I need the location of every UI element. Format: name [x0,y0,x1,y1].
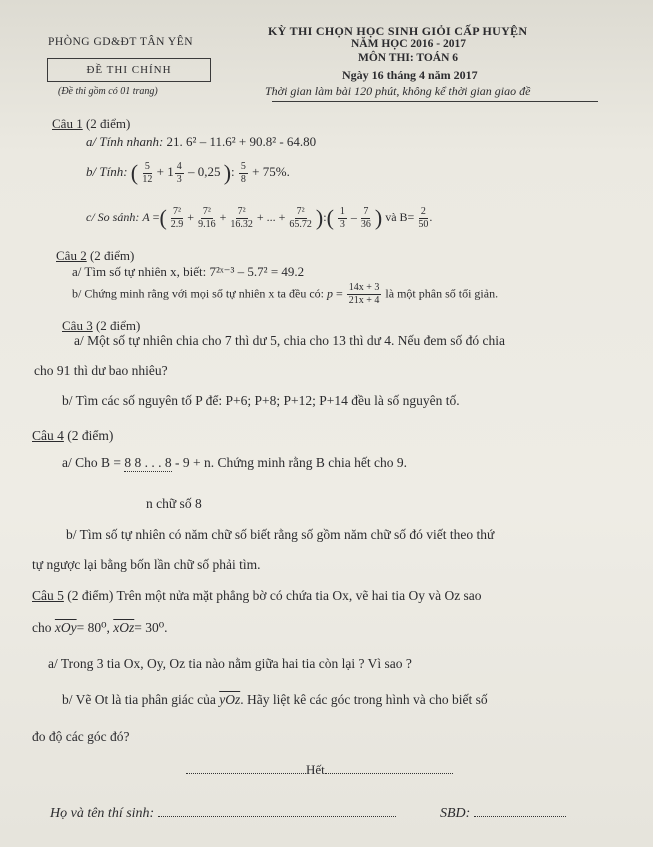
official-exam-box: ĐỀ THI CHÍNH [47,58,211,82]
q2b-tail: là một phân số tối giản. [385,286,499,301]
candidate-name-label: Họ và tên thí sinh: [50,806,155,821]
q2-points: (2 điểm) [89,248,135,263]
q1-points: (2 điểm) [85,116,131,131]
end-text: Hết [306,762,325,777]
q4-points: (2 điểm) [67,428,114,443]
q4a-prefix: a/ Cho B = [62,455,121,470]
q1b: b/ Tính: ( $\frac{5}{12}$ + 1 $\frac{4}{3}$ – 0,25 ): $\frac{5}{8}$ + 75%. [86,160,290,185]
q5-angle-xoy: $\overline{xOy}$ [54,620,77,635]
q4a [62,455,407,472]
q2a [72,264,304,280]
q5-line2 [32,620,168,636]
q2-heading [56,248,134,264]
page-count-note: (Đề thi gồm có 01 trang) [58,86,158,97]
q5b-prefix: b/ Vẽ Ot là tia phân giác của [62,692,216,707]
q2b-text: b/ Chứng minh rằng với mọi số tự nhiên x ta đều có: [72,286,324,301]
sbd-field [474,816,566,817]
q1a-expression: 21. 6² – 11.6² + 90.8² - 64.80 [166,134,317,149]
q4a-underbrace-label: n chữ số 8 [146,496,202,511]
q4a-suffix: - 9 + n. Chứng minh rằng B chia hết cho 9. [175,455,408,470]
q4b-line1: b/ Tìm số tự nhiên có năm chữ số biết rằng số gồm năm chữ số đó viết theo thứ [66,527,495,542]
q5-angle-xoy-value: = 80⁰, [76,620,110,635]
q3-points: (2 điểm) [95,318,141,333]
q5-intro [32,588,482,604]
q1-heading [52,116,130,132]
q5-line2-prefix: cho [32,620,52,635]
q1b-label: b/ Tính: [86,163,128,179]
school-year: NĂM HỌC 2016 - 2017 [351,38,466,50]
q1b-tail: + 75%. [252,163,290,179]
q4-title: Câu 4 [32,428,64,443]
exam-duration: Thời gian làm bài 120 phút, không kể thời gian giao đề [265,84,531,98]
q5b [62,692,488,708]
q3-title: Câu 3 [62,318,93,333]
sbd-label: SBD: [440,806,471,821]
q1a [86,134,316,150]
q1c-label: c/ So sánh: [86,209,140,224]
q5b-line2: đo độ các góc đó? [32,729,130,744]
q3-heading [62,318,140,334]
q5-angle-xoz: $\overline{xOz}$ [113,620,135,635]
q2b: b/ Chứng minh rằng với mọi số tự nhiên x ta đều có: p = $\frac{14x + 3}{21x + 4}$ là một phân số tối giản. [72,282,499,306]
q2-title: Câu 2 [56,248,87,263]
q5b-angle-yoz: $\overline{yOz}$ [219,692,241,707]
q2a-expression: 7²ˣ⁻³ – 5.7² = 49.2 [209,264,305,279]
q5b-suffix: . Hãy liệt kê các góc trong hình và cho biết số [240,692,488,707]
q5a-text: a/ Trong 3 tia Ox, Oy, Oz tia nào nằm giữa hai tia còn lại ? Vì sao ? [48,656,412,671]
q1c: c/ So sánh: A =( $\frac{\text{7²}}{2.9}$ + $\frac{\text{7²}}{9.16}$ + $\frac{\text{7²}}{16.32}$ + ... + $\frac{\text{7²}}{65.72}$ ):( $\frac{1}{3}$ – $\frac{7}{36}$ ) và B= $\frac{2}{50}$ . [86,205,433,230]
subject: MÔN THI: TOÁN 6 [358,52,459,64]
q1c-and: và B= [385,209,415,224]
q1-title: Câu 1 [52,116,83,131]
q3a-line1: a/ Một số tự nhiên chia cho 7 thì dư 5, chia cho 13 thì dư 4. Nếu đem số đó chia [74,333,505,348]
q5-intro-text: (2 điểm) Trên một nửa mặt phẳng bờ có chứa tia Ox, vẽ hai tia Oy và Oz sao [67,588,482,603]
candidate-name [50,806,396,822]
candidate-name-field [158,816,396,817]
q5-title: Câu 5 [32,588,64,603]
q4-heading [32,428,113,444]
header-divider [272,101,598,102]
q4b-line2: tự ngược lại bằng bốn lần chữ số phải tìm. [32,557,261,572]
q3b-text: b/ Tìm các số nguyên tố P để: P+6; P+8; P+12; P+14 đều là số nguyên tố. [62,393,460,408]
end-marker [186,762,453,778]
q4a-digits: 8 8 . . . 8 [124,455,172,470]
candidate-number [440,806,566,822]
q1a-label: a/ Tính nhanh: [86,134,164,149]
exam-title: KỲ THI CHỌN HỌC SINH GIỎI CẤP HUYỆN [268,24,528,38]
q3a-line2: cho 91 thì dư bao nhiêu? [34,363,168,378]
q5-angle-xoz-value: = 30⁰. [134,620,168,635]
exam-date: Ngày 16 tháng 4 năm 2017 [342,68,478,82]
department-name: PHÒNG GD&ĐT TÂN YÊN [48,36,194,48]
q2a-text: a/ Tìm số tự nhiên x, biết: [72,264,207,279]
